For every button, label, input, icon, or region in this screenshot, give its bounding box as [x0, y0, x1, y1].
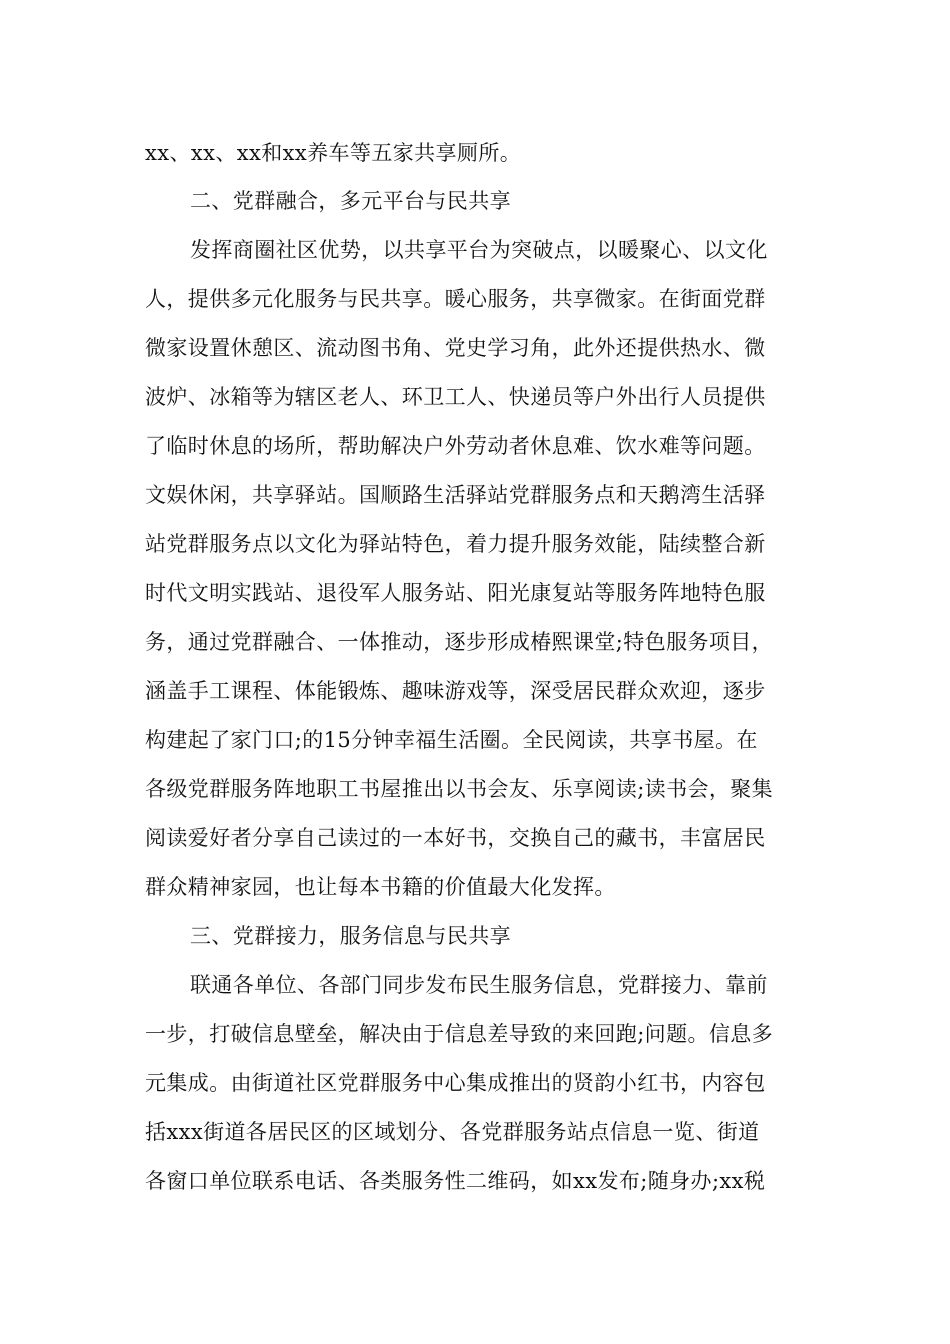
- text-line: xx、xx、xx和xx养车等五家共享厕所。: [145, 141, 522, 165]
- text-line: 元集成。由街道社区党群服务中心集成推出的贤韵小红书，内容包: [145, 1071, 766, 1095]
- text-line: 一步，打破信息壁垒，解决由于信息差导致的来回跑;问题。信息多: [145, 1022, 774, 1046]
- text-line: 括xxx街道各居民区的区域划分、各党群服务站点信息一览、街道: [145, 1120, 760, 1144]
- text-line: 微家设置休憩区、流动图书角、党史学习角，此外还提供热水、微: [145, 336, 766, 360]
- text-line: 文娱休闲，共享驿站。国顺路生活驿站党群服务点和天鹅湾生活驿: [145, 483, 766, 507]
- section-heading: 三、党群接力，服务信息与民共享: [190, 924, 511, 948]
- text-line: 时代文明实践站、退役军人服务站、阳光康复站等服务阵地特色服: [145, 581, 766, 605]
- text-line: 波炉、冰箱等为辖区老人、环卫工人、快递员等户外出行人员提供: [145, 385, 766, 409]
- text-line: 涵盖手工课程、体能锻炼、趣味游戏等，深受居民群众欢迎，逐步: [145, 679, 766, 703]
- text-line: 发挥商圈社区优势，以共享平台为突破点，以暖聚心、以文化: [190, 238, 768, 262]
- text-line: 各级党群服务阵地职工书屋推出以书会友、乐享阅读;读书会，聚集: [145, 777, 774, 801]
- text-line: 了临时休息的场所，帮助解决户外劳动者休息难、饮水难等问题。: [145, 434, 766, 458]
- text-line: 站党群服务点以文化为驿站特色，着力提升服务效能，陆续整合新: [145, 532, 766, 556]
- text-line: 各窗口单位联系电话、各类服务性二维码，如xx发布;随身办;xx税: [145, 1169, 766, 1193]
- text-line: 群众精神家园，也让每本书籍的价值最大化发挥。: [145, 875, 616, 899]
- text-line: 阅读爱好者分享自己读过的一本好书，交换自己的藏书，丰富居民: [145, 826, 766, 850]
- section-heading: 二、党群融合，多元平台与民共享: [190, 189, 511, 213]
- text-line: 联通各单位、各部门同步发布民生服务信息，党群接力、靠前: [190, 973, 768, 997]
- text-line: 务，通过党群融合、一体推动，逐步形成椿熙课堂;特色服务项目，: [145, 630, 774, 654]
- text-line: 构建起了家门口;的15分钟幸福生活圈。全民阅读，共享书屋。在: [145, 728, 758, 752]
- text-line: 人，提供多元化服务与民共享。暖心服务，共享微家。在街面党群: [145, 287, 766, 311]
